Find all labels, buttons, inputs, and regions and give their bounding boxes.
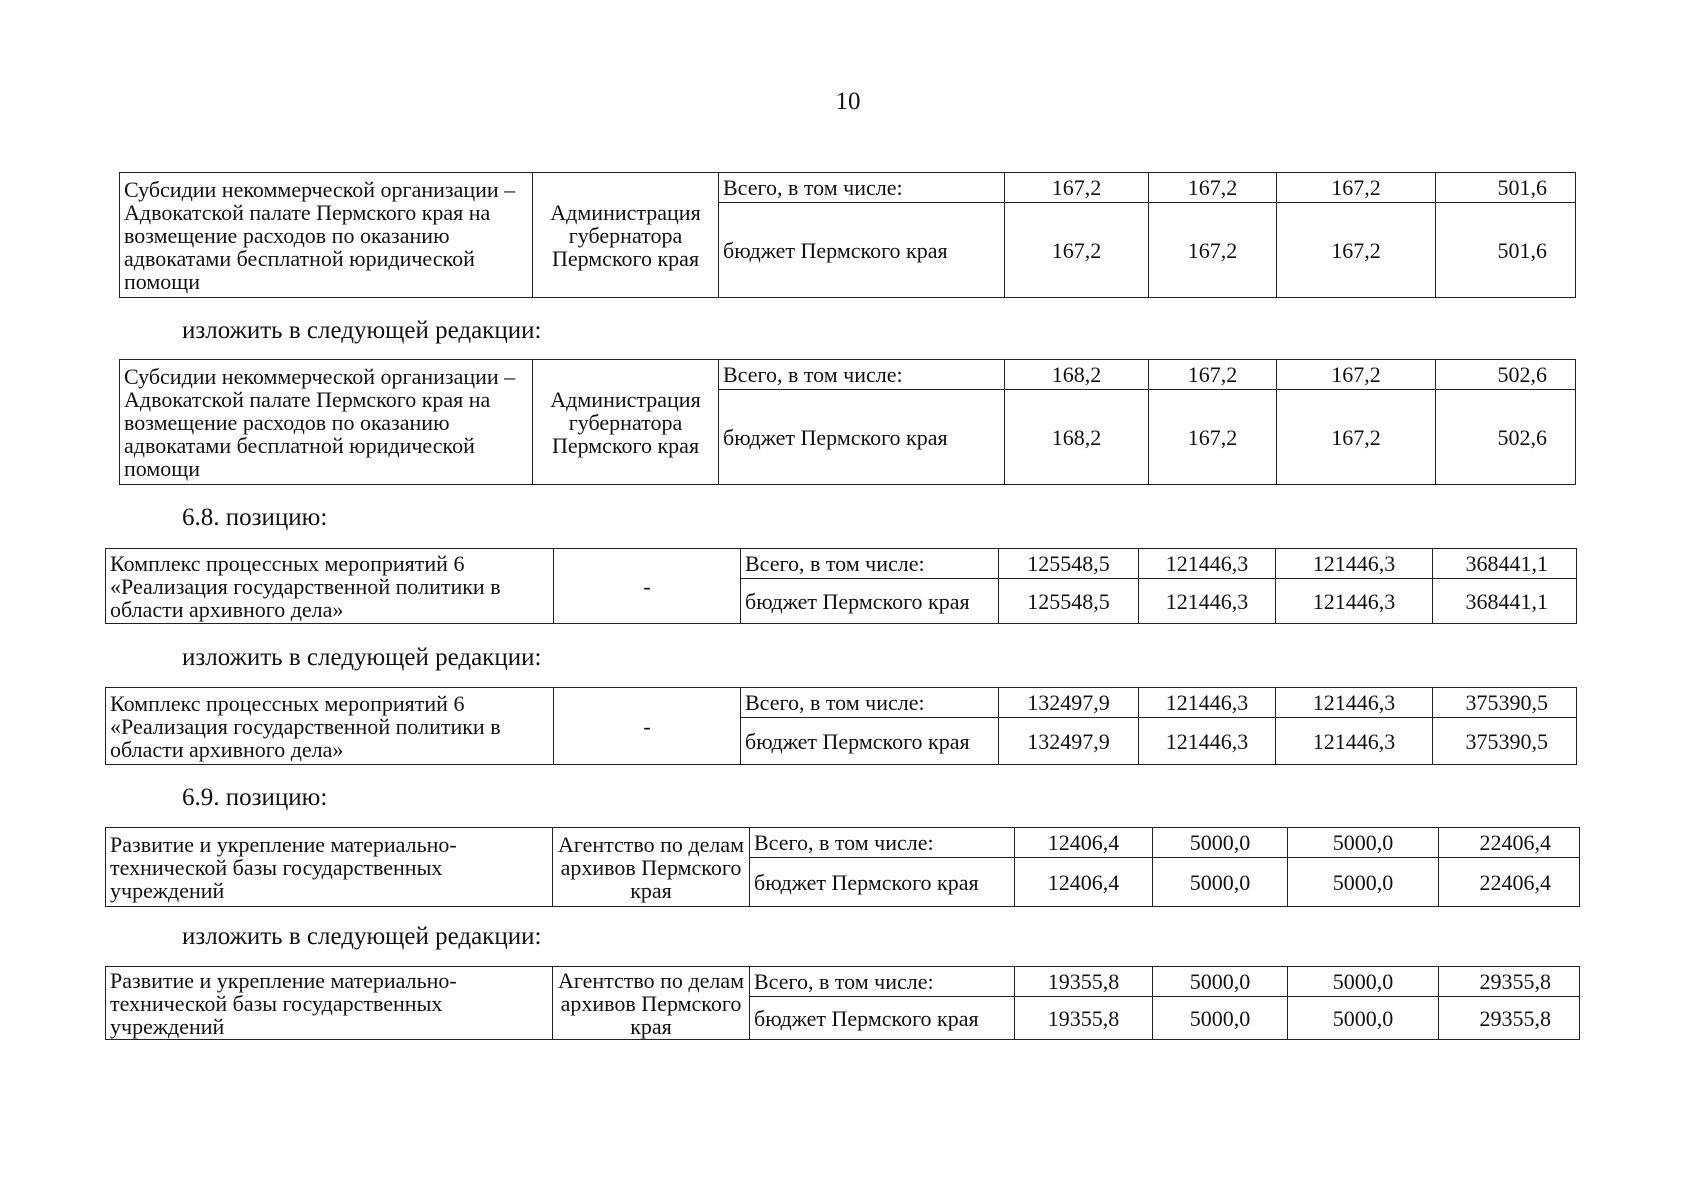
- table-row: [106, 688, 1577, 718]
- value-cell: 167,2: [1277, 390, 1436, 485]
- value-cell: 5000,0: [1288, 828, 1439, 858]
- funding-source-cell: бюджет Пермского края: [741, 579, 999, 624]
- table-row: [106, 967, 1580, 997]
- value-cell: 121446,3: [1276, 579, 1433, 624]
- section-caption: изложить в следующей редакции:: [182, 317, 542, 344]
- section-caption: 6.9. позицию:: [182, 784, 328, 811]
- value-cell: 19355,8: [1015, 997, 1153, 1040]
- value-cell: 132497,9: [999, 718, 1139, 765]
- value-cell: 125548,5: [999, 579, 1139, 624]
- funding-source-cell: Всего, в том числе:: [719, 360, 1005, 390]
- position-description: Развитие и укрепление материально-технической базы государственных учреждений: [106, 967, 553, 1040]
- total-cell: 502,6: [1436, 390, 1576, 485]
- funding-source-cell: бюджет Пермского края: [719, 390, 1005, 485]
- total-cell: 501,6: [1436, 173, 1576, 203]
- value-cell: 125548,5: [999, 549, 1139, 579]
- value-cell: 12406,4: [1015, 828, 1153, 858]
- value-cell: 167,2: [1005, 203, 1149, 298]
- funding-source-cell: бюджет Пермского края: [719, 203, 1005, 298]
- value-cell: 12406,4: [1015, 858, 1153, 907]
- funding-source-cell: бюджет Пермского края: [750, 858, 1015, 907]
- executor-cell: -: [554, 549, 741, 624]
- value-cell: 5000,0: [1153, 997, 1288, 1040]
- value-cell: 132497,9: [999, 688, 1139, 718]
- position-description: Комплекс процессных мероприятий 6 «Реализация государственной политики в области архивного дела»: [106, 688, 554, 765]
- total-cell: 22406,4: [1439, 828, 1580, 858]
- total-cell: 22406,4: [1439, 858, 1580, 907]
- funding-source-cell: Всего, в том числе:: [750, 967, 1015, 997]
- total-cell: 375390,5: [1433, 688, 1577, 718]
- value-cell: 167,2: [1149, 173, 1277, 203]
- section-caption: изложить в следующей редакции:: [182, 644, 542, 671]
- position-description: Развитие и укрепление материально-технической базы государственных учреждений: [106, 828, 553, 907]
- total-cell: 29355,8: [1439, 997, 1580, 1040]
- total-cell: 375390,5: [1433, 718, 1577, 765]
- value-cell: 5000,0: [1153, 828, 1288, 858]
- position-table: [119, 172, 1576, 298]
- executor-cell: Администрация губернатора Пермского края: [533, 360, 719, 485]
- value-cell: 121446,3: [1276, 718, 1433, 765]
- value-cell: 5000,0: [1153, 967, 1288, 997]
- funding-source-cell: бюджет Пермского края: [750, 997, 1015, 1040]
- position-table: [105, 966, 1580, 1040]
- value-cell: 121446,3: [1276, 688, 1433, 718]
- value-cell: 167,2: [1277, 203, 1436, 298]
- value-cell: 168,2: [1005, 360, 1149, 390]
- value-cell: 167,2: [1005, 173, 1149, 203]
- value-cell: 167,2: [1149, 390, 1277, 485]
- value-cell: 167,2: [1277, 173, 1436, 203]
- executor-cell: Агентство по делам архивов Пермского края: [553, 828, 750, 907]
- table-row: [120, 173, 1576, 203]
- position-table: [105, 548, 1577, 624]
- value-cell: 5000,0: [1288, 997, 1439, 1040]
- funding-source-cell: Всего, в том числе:: [750, 828, 1015, 858]
- total-cell: 29355,8: [1439, 967, 1580, 997]
- page-number: 10: [835, 88, 861, 115]
- value-cell: 5000,0: [1153, 858, 1288, 907]
- total-cell: 501,6: [1436, 203, 1576, 298]
- position-table: [119, 359, 1576, 485]
- value-cell: 168,2: [1005, 390, 1149, 485]
- position-description: Субсидии некоммерческой организации – Адвокатской палате Пермского края на возмещение расходов по оказанию адвокатами бесплатной юридической помощи: [120, 360, 533, 485]
- value-cell: 167,2: [1149, 360, 1277, 390]
- funding-source-cell: Всего, в том числе:: [719, 173, 1005, 203]
- value-cell: 121446,3: [1139, 579, 1276, 624]
- table-row: [106, 549, 1577, 579]
- funding-source-cell: Всего, в том числе:: [741, 688, 999, 718]
- section-caption: изложить в следующей редакции:: [182, 923, 542, 950]
- value-cell: 121446,3: [1139, 718, 1276, 765]
- total-cell: 502,6: [1436, 360, 1576, 390]
- funding-source-cell: Всего, в том числе:: [741, 549, 999, 579]
- executor-cell: Администрация губернатора Пермского края: [533, 173, 719, 298]
- value-cell: 5000,0: [1288, 858, 1439, 907]
- value-cell: 19355,8: [1015, 967, 1153, 997]
- table-row: [106, 828, 1580, 858]
- value-cell: 167,2: [1277, 360, 1436, 390]
- total-cell: 368441,1: [1433, 549, 1577, 579]
- funding-source-cell: бюджет Пермского края: [741, 718, 999, 765]
- table-row: [120, 360, 1576, 390]
- position-table: [105, 827, 1580, 907]
- value-cell: 5000,0: [1288, 967, 1439, 997]
- position-description: Комплекс процессных мероприятий 6 «Реализация государственной политики в области архивного дела»: [106, 549, 554, 624]
- value-cell: 121446,3: [1139, 688, 1276, 718]
- section-caption: 6.8. позицию:: [182, 504, 328, 531]
- value-cell: 167,2: [1149, 203, 1277, 298]
- total-cell: 368441,1: [1433, 579, 1577, 624]
- position-description: Субсидии некоммерческой организации – Адвокатской палате Пермского края на возмещение расходов по оказанию адвокатами бесплатной юридической помощи: [120, 173, 533, 298]
- executor-cell: -: [554, 688, 741, 765]
- position-table: [105, 687, 1577, 765]
- executor-cell: Агентство по делам архивов Пермского края: [553, 967, 750, 1040]
- value-cell: 121446,3: [1139, 549, 1276, 579]
- value-cell: 121446,3: [1276, 549, 1433, 579]
